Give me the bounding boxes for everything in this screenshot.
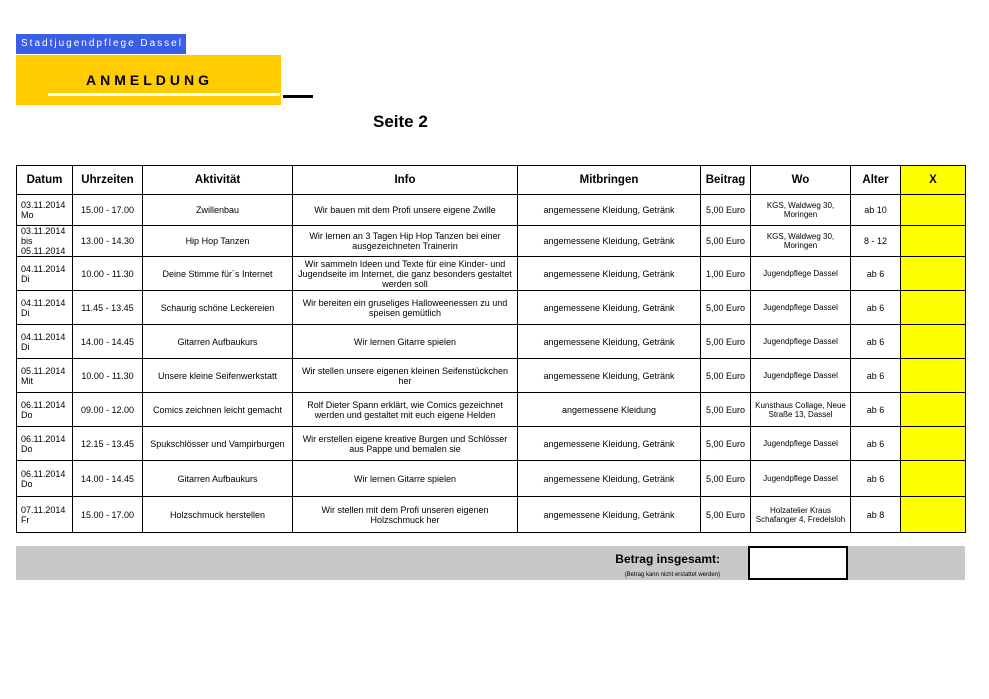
- cell-age: ab 6: [851, 461, 901, 497]
- cell-age: ab 10: [851, 195, 901, 226]
- cell-time: 10.00 - 11.30: [73, 359, 143, 393]
- table-row: [17, 461, 966, 497]
- cell-bring: angemessene Kleidung, Getränk: [518, 461, 701, 497]
- cell-bring: angemessene Kleidung, Getränk: [518, 359, 701, 393]
- cell-activity: Spukschlösser und Vampirburgen: [143, 427, 293, 461]
- cell-fee: 5,00 Euro: [701, 497, 751, 533]
- activities-table: [16, 165, 966, 533]
- cell-location: Jugendpflege Dassel: [751, 359, 851, 393]
- cell-bring: angemessene Kleidung, Getränk: [518, 257, 701, 291]
- cell-fee: 5,00 Euro: [701, 195, 751, 226]
- date-line-1: 07.11.2014: [21, 504, 66, 515]
- cell-fee: 1,00 Euro: [701, 257, 751, 291]
- table-row: [17, 359, 966, 393]
- decorative-rule: [283, 95, 313, 98]
- cell-bring: angemessene Kleidung, Getränk: [518, 497, 701, 533]
- column-header-alter: Alter: [851, 166, 901, 195]
- table-row: [17, 427, 966, 461]
- column-header-aktivitaet: Aktivität: [143, 166, 293, 195]
- cell-date: [17, 291, 73, 325]
- form-title: ANMELDUNG: [86, 72, 213, 88]
- selection-checkbox[interactable]: [901, 461, 966, 497]
- date-line-1: 06.11.2014: [21, 399, 66, 410]
- table-row: [17, 497, 966, 533]
- date-line-1: 03.11.2014: [21, 226, 66, 236]
- selection-checkbox[interactable]: [901, 325, 966, 359]
- date-line-2: Mo: [21, 210, 34, 220]
- cell-info: Wir lernen Gitarre spielen: [293, 325, 518, 359]
- cell-age: ab 6: [851, 291, 901, 325]
- cell-info: Wir sammeln Ideen und Texte für eine Kinder- und Jugendseite im Internet, die ganz besonders gestaltet werden soll: [293, 257, 518, 291]
- selection-checkbox[interactable]: [901, 497, 966, 533]
- table-row: [17, 226, 966, 257]
- cell-bring: angemessene Kleidung, Getränk: [518, 325, 701, 359]
- cell-age: ab 8: [851, 497, 901, 533]
- date-line-2: Do: [21, 409, 33, 420]
- column-header-wo: Wo: [751, 166, 851, 195]
- date-line-1: 04.11.2014: [21, 297, 66, 308]
- table-row: [17, 291, 966, 325]
- cell-info: Wir stellen unsere eigenen kleinen Seifenstückchen her: [293, 359, 518, 393]
- cell-location: KGS, Waldweg 30, Moringen: [751, 226, 851, 257]
- total-note: (Betrag kann nicht erstattet werden): [624, 572, 720, 578]
- cell-bring: angemessene Kleidung, Getränk: [518, 291, 701, 325]
- date-line-2: Do: [21, 443, 33, 454]
- cell-info: Wir stellen mit dem Profi unseren eigenen Holzschmuck her: [293, 497, 518, 533]
- date-line-2: Mit: [21, 375, 33, 386]
- cell-fee: 5,00 Euro: [701, 461, 751, 497]
- selection-checkbox[interactable]: [901, 393, 966, 427]
- cell-date: [17, 393, 73, 427]
- cell-age: ab 6: [851, 427, 901, 461]
- cell-fee: 5,00 Euro: [701, 291, 751, 325]
- date-line-2: Di: [21, 273, 30, 284]
- cell-bring: angemessene Kleidung, Getränk: [518, 195, 701, 226]
- selection-checkbox[interactable]: [901, 195, 966, 226]
- cell-info: Wir bauen mit dem Profi unsere eigene Zwille: [293, 195, 518, 226]
- cell-activity: Comics zeichnen leicht gemacht: [143, 393, 293, 427]
- column-header-beitrag: Beitrag: [701, 166, 751, 195]
- date-line-3: 05.11.2014: [21, 246, 66, 256]
- cell-fee: 5,00 Euro: [701, 359, 751, 393]
- selection-checkbox[interactable]: [901, 257, 966, 291]
- date-line-2: Di: [21, 341, 30, 352]
- table-row: [17, 393, 966, 427]
- date-line-2: Do: [21, 478, 33, 489]
- total-bar: [16, 546, 965, 580]
- table-row: [17, 325, 966, 359]
- cell-fee: 5,00 Euro: [701, 393, 751, 427]
- title-underline: [48, 93, 280, 96]
- cell-activity: Hip Hop Tanzen: [143, 226, 293, 257]
- column-header-uhrzeiten: Uhrzeiten: [73, 166, 143, 195]
- column-header-mitbringen: Mitbringen: [518, 166, 701, 195]
- cell-bring: angemessene Kleidung, Getränk: [518, 226, 701, 257]
- cell-activity: Unsere kleine Seifenwerkstatt: [143, 359, 293, 393]
- cell-info: Wir bereiten ein gruseliges Halloweenessen zu und speisen gemütlich: [293, 291, 518, 325]
- cell-time: 15.00 - 17.00: [73, 497, 143, 533]
- cell-age: ab 6: [851, 359, 901, 393]
- cell-location: Jugendpflege Dassel: [751, 325, 851, 359]
- selection-checkbox[interactable]: [901, 291, 966, 325]
- cell-age: 8 - 12: [851, 226, 901, 257]
- cell-fee: 5,00 Euro: [701, 427, 751, 461]
- cell-time: 12.15 - 13.45: [73, 427, 143, 461]
- cell-location: Holzatelier Kraus Schafanger 4, Fredelsloh: [751, 497, 851, 533]
- cell-activity: Gitarren Aufbaukurs: [143, 325, 293, 359]
- cell-location: Jugendpflege Dassel: [751, 461, 851, 497]
- cell-time: 14.00 - 14.45: [73, 461, 143, 497]
- cell-time: 14.00 - 14.45: [73, 325, 143, 359]
- date-line-1: 04.11.2014: [21, 263, 66, 274]
- cell-time: 13.00 - 14.30: [73, 226, 143, 257]
- date-line-2: Di: [21, 307, 30, 318]
- cell-info: Wir erstellen eigene kreative Burgen und Schlösser aus Pappe und bemalen sie: [293, 427, 518, 461]
- total-label: Betrag insgesamt:: [615, 552, 720, 566]
- cell-date: [17, 226, 73, 257]
- date-line-2: bis: [21, 236, 33, 246]
- cell-location: Kunsthaus Collage, Neue Straße 13, Dassel: [751, 393, 851, 427]
- cell-date: [17, 195, 73, 226]
- cell-time: 10.00 - 11.30: [73, 257, 143, 291]
- date-line-1: 05.11.2014: [21, 365, 66, 376]
- cell-date: [17, 461, 73, 497]
- cell-location: KGS, Waldweg 30, Moringen: [751, 195, 851, 226]
- table-row: [17, 195, 966, 226]
- cell-info: Wir lernen Gitarre spielen: [293, 461, 518, 497]
- cell-info: Wir lernen an 3 Tagen Hip Hop Tanzen bei einer ausgezeichneten Trainerin: [293, 226, 518, 257]
- cell-fee: 5,00 Euro: [701, 226, 751, 257]
- cell-location: Jugendpflege Dassel: [751, 427, 851, 461]
- cell-date: [17, 325, 73, 359]
- column-header-info: Info: [293, 166, 518, 195]
- cell-age: ab 6: [851, 257, 901, 291]
- cell-activity: Gitarren Aufbaukurs: [143, 461, 293, 497]
- cell-date: [17, 257, 73, 291]
- column-header-x: X: [901, 166, 966, 195]
- selection-checkbox[interactable]: [901, 359, 966, 393]
- column-header-datum: Datum: [17, 166, 73, 195]
- cell-time: 15.00 - 17.00: [73, 195, 143, 226]
- cell-activity: Deine Stimme für´s Internet: [143, 257, 293, 291]
- selection-checkbox[interactable]: [901, 226, 966, 257]
- cell-activity: Holzschmuck herstellen: [143, 497, 293, 533]
- cell-age: ab 6: [851, 325, 901, 359]
- date-line-1: 06.11.2014: [21, 433, 66, 444]
- table-header-row: [17, 166, 966, 195]
- selection-checkbox[interactable]: [901, 427, 966, 461]
- cell-location: Jugendpflege Dassel: [751, 257, 851, 291]
- cell-age: ab 6: [851, 393, 901, 427]
- date-line-2: Fr: [21, 514, 30, 525]
- date-line-1: 04.11.2014: [21, 331, 66, 342]
- page-title: Seite 2: [373, 112, 428, 131]
- cell-time: 11.45 - 13.45: [73, 291, 143, 325]
- cell-date: [17, 427, 73, 461]
- total-amount-field[interactable]: [748, 546, 848, 580]
- date-line-1: 03.11.2014: [21, 200, 66, 210]
- cell-activity: Schaurig schöne Leckereien: [143, 291, 293, 325]
- date-line-1: 06.11.2014: [21, 468, 66, 479]
- cell-date: [17, 359, 73, 393]
- cell-info: Rolf Dieter Spann erklärt, wie Comics gezeichnet werden und gestaltet mit euch eigene Helden: [293, 393, 518, 427]
- cell-fee: 5,00 Euro: [701, 325, 751, 359]
- cell-date: [17, 497, 73, 533]
- cell-bring: angemessene Kleidung, Getränk: [518, 427, 701, 461]
- cell-activity: Zwillenbau: [143, 195, 293, 226]
- cell-location: Jugendpflege Dassel: [751, 291, 851, 325]
- cell-bring: angemessene Kleidung: [518, 393, 701, 427]
- organization-label: Stadtjugendpflege Dassel: [16, 34, 186, 54]
- cell-time: 09.00 - 12.00: [73, 393, 143, 427]
- table-row: [17, 257, 966, 291]
